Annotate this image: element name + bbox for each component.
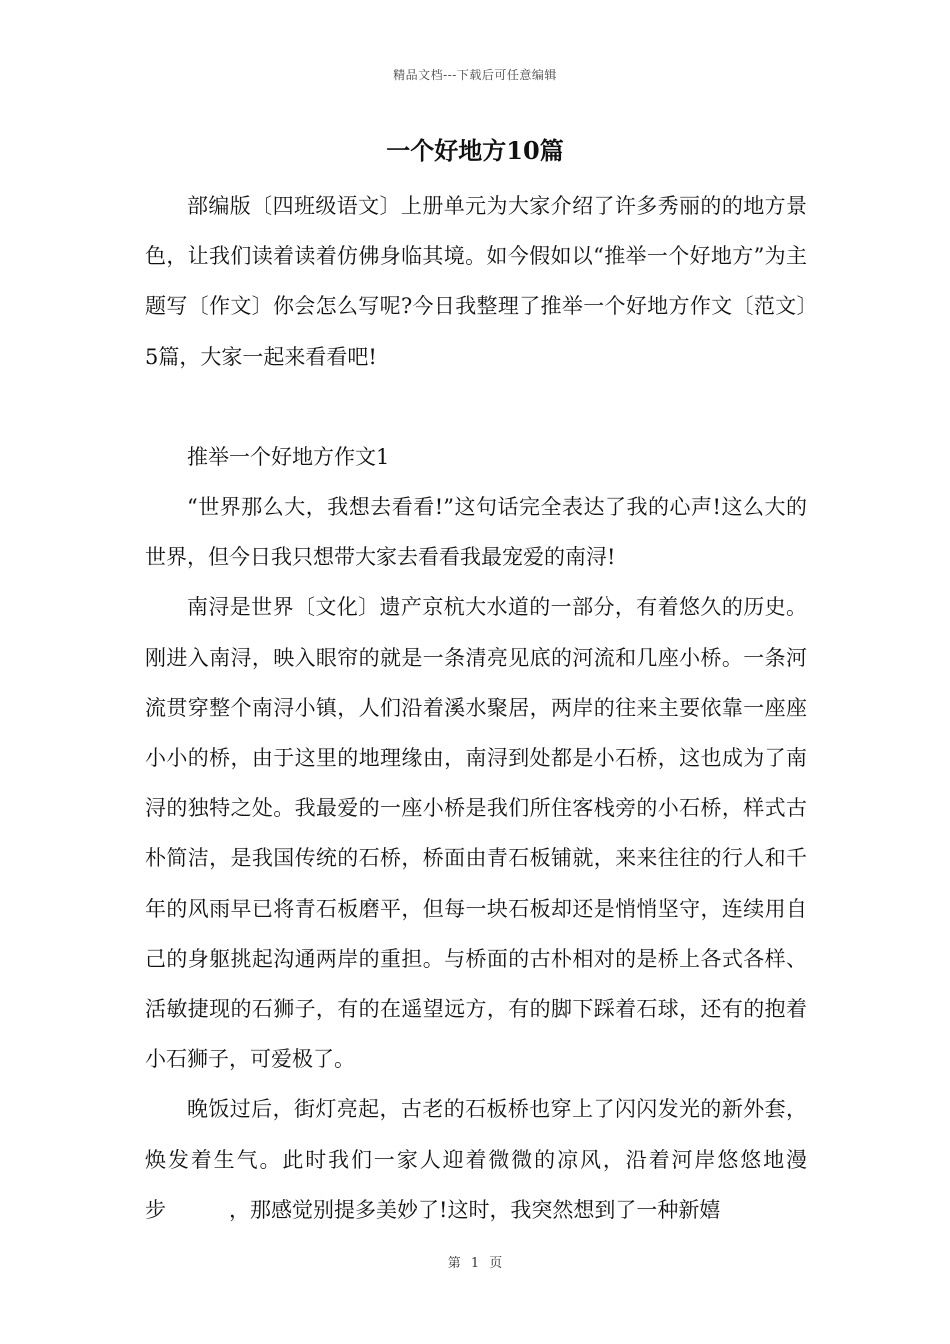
footer-suffix: 页 <box>489 1256 503 1271</box>
page-footer <box>0 1252 950 1271</box>
page-number: 1 <box>470 1256 480 1271</box>
footer-prefix: 第 <box>447 1256 461 1271</box>
document-body <box>145 181 807 1235</box>
essay-paragraph: 南浔是世界〔文化〕遗产京杭大水道的一部分，有着悠久的历史。刚进入南浔，映入眼帘的就是一条清亮见底的河流和几座小桥。一条河流贯穿整个南浔小镇，人们沿着溪水聚居，两岸的往来主要依靠一座座小小的桥，由于这里的地理缘由，南浔到处都是小石桥，这也成为了南浔的独特之处。我最爱的一座小桥是我们所住客栈旁的小石桥，样式古朴简洁，是我国传统的石桥，桥面由青石板铺就，来来往往的行人和千年的风雨早已将青石板磨平，但每一块石板却还是悄悄坚守，连续用自己的身躯挑起沟通两岸的重担。与桥面的古朴相对的是桥上各式各样、活敏捷现的石狮子，有的在遥望远方，有的脚下踩着石球，还有的抱着小石狮子，可爱极了。 <box>145 595 807 1072</box>
essay-paragraph: “世界那么大，我想去看看!”这句话完全表达了我的心声!这么大的世界，但今日我只想带大家去看看我最宠爱的南浔! <box>145 495 807 570</box>
intro-paragraph: 部编版〔四班级语文〕上册单元为大家介绍了许多秀丽的的地方景色，让我们读着读着仿佛身临其境。如今假如以“推举一个好地方”为主题写〔作文〕你会怎么写呢?今日我整理了推举一个好地方作文〔范文〕5篇，大家一起来看看吧! <box>145 194 807 369</box>
essay-heading: 推举一个好地方作文1 <box>187 444 390 469</box>
essay-paragraph: 晚饭过后，街灯亮起，古老的石板桥也穿上了闪闪发光的新外套，焕发着生气。此时我们一家人迎着微微的凉风，沿着河岸悠悠地漫步 ，那感觉别提多美妙了!这时，我突然想到了一种新嬉 <box>145 1097 807 1222</box>
header-note: 精品文档---下载后可任意编辑 <box>393 68 557 82</box>
document-title: 一个好地方10篇 <box>386 136 564 165</box>
